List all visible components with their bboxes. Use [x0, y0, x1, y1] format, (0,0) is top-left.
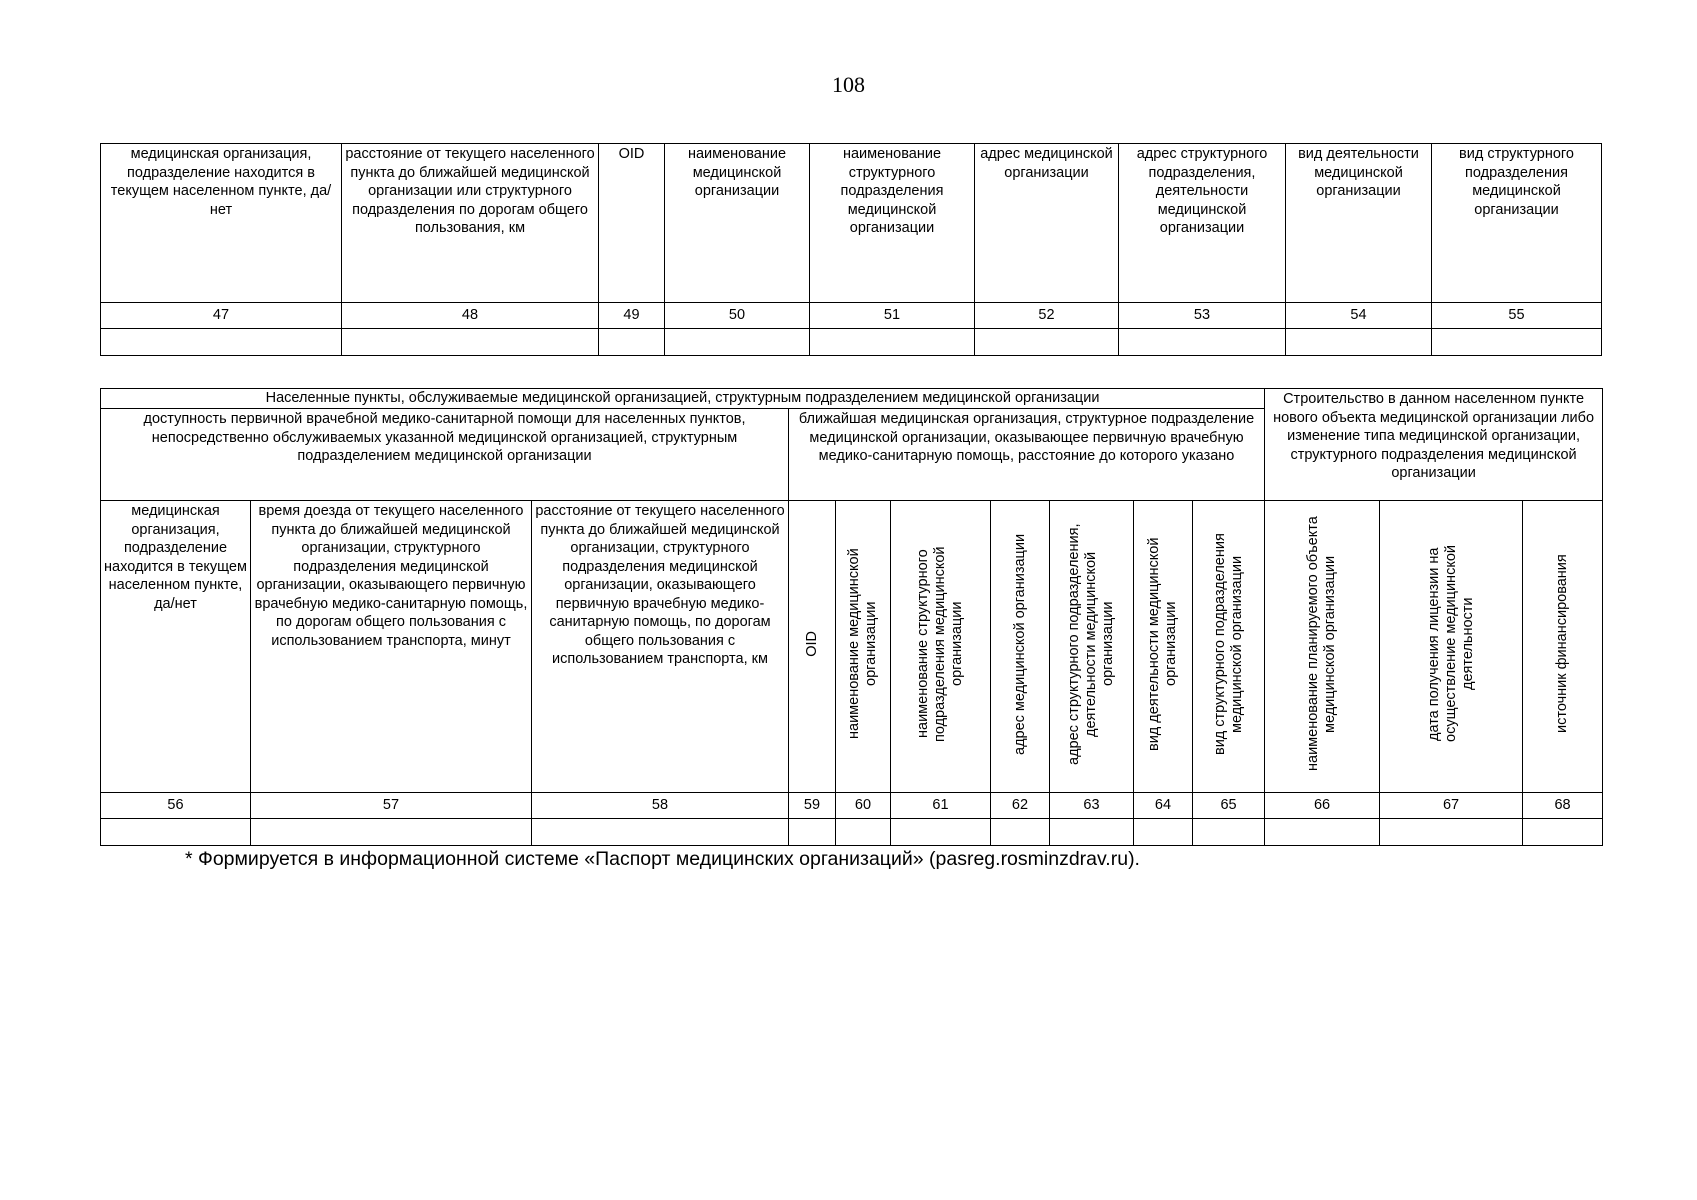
- empty-cell[interactable]: [1432, 329, 1602, 356]
- top-header-row: [101, 144, 1602, 303]
- empty-cell[interactable]: [1286, 329, 1432, 356]
- empty-cell[interactable]: [1193, 819, 1265, 846]
- empty-cell[interactable]: [101, 819, 251, 846]
- page-number: 108: [832, 72, 865, 97]
- empty-cell[interactable]: [1265, 819, 1380, 846]
- nearest-organization-header: ближайшая медицинская организация, структурное подразделение медицинской организации, оказывающее первичную врачебную медико-санитарную помощь, расстояние до которого указано: [789, 409, 1265, 501]
- rotated-header: наименование медицинской организации: [846, 548, 879, 740]
- column-number: 58: [532, 793, 789, 819]
- bottom-table: [100, 388, 1603, 846]
- top-empty-row: [101, 329, 1602, 356]
- column-number: 62: [991, 793, 1050, 819]
- header-cell: [836, 501, 891, 793]
- column-number: 56: [101, 793, 251, 819]
- header-cell: [789, 501, 836, 793]
- column-number: 52: [975, 303, 1119, 329]
- header-cell: расстояние от текущего населенного пункта до ближайшей медицинской организации, структурного подразделения медицинской организации, оказывающего первичную врачебную медико-санитарную помощь, по дорогам общего пользования с использованием транспорта, км: [532, 501, 789, 793]
- empty-cell[interactable]: [665, 329, 810, 356]
- column-number: 65: [1193, 793, 1265, 819]
- empty-cell[interactable]: [532, 819, 789, 846]
- empty-cell[interactable]: [891, 819, 991, 846]
- column-number: 67: [1380, 793, 1523, 819]
- empty-cell[interactable]: [1523, 819, 1603, 846]
- top-number-row: [101, 303, 1602, 329]
- column-number: 50: [665, 303, 810, 329]
- header-cell: вид деятельности медицинской организации: [1286, 144, 1432, 303]
- column-number: 54: [1286, 303, 1432, 329]
- rotated-header: источник финансирования: [1554, 554, 1571, 734]
- empty-cell[interactable]: [342, 329, 599, 356]
- bottom-empty-row: [101, 819, 1603, 846]
- rotated-header: наименование структурного подразделения медицинской организации: [915, 545, 965, 742]
- column-number: 66: [1265, 793, 1380, 819]
- header-cell: адрес медицинской организации: [975, 144, 1119, 303]
- empty-cell[interactable]: [975, 329, 1119, 356]
- bottom-number-row: [101, 793, 1603, 819]
- group-header-row: [101, 389, 1603, 409]
- header-cell: время доезда от текущего населенного пункта до ближайшей медицинской организации, структурного подразделения медицинской организации, оказывающего первичную врачебную медико-санитарную помощь, по дорогам общего пользования с использованием транспорта, минут: [251, 501, 532, 793]
- header-cell: вид структурного подразделения медицинской организации: [1432, 144, 1602, 303]
- header-cell: расстояние от текущего населенного пункта до ближайшей медицинской организации или структурного подразделения по дорогам общего пользования, км: [342, 144, 599, 303]
- construction-header: Строительство в данном населенном пункте нового объекта медицинской организации либо изменение типа медицинской организации, структурного подразделения медицинской организации: [1265, 389, 1603, 501]
- rotated-header: адрес медицинской организации: [1011, 533, 1028, 755]
- column-number: 63: [1050, 793, 1134, 819]
- header-cell: [1380, 501, 1523, 793]
- rotated-header: OID: [803, 630, 820, 657]
- header-cell: [991, 501, 1050, 793]
- empty-cell[interactable]: [1134, 819, 1193, 846]
- column-number: 48: [342, 303, 599, 329]
- empty-cell[interactable]: [991, 819, 1050, 846]
- empty-cell[interactable]: [1119, 329, 1286, 356]
- empty-cell[interactable]: [789, 819, 836, 846]
- column-number: 57: [251, 793, 532, 819]
- header-cell: [1050, 501, 1134, 793]
- empty-cell[interactable]: [251, 819, 532, 846]
- header-cell: адрес структурного подразделения, деятельности медицинской организации: [1119, 144, 1286, 303]
- header-cell: медицинская организация, подразделение находится в текущем населенном пункте, да/нет: [101, 501, 251, 793]
- column-number: 53: [1119, 303, 1286, 329]
- top-table: [100, 143, 1602, 356]
- column-number: 47: [101, 303, 342, 329]
- accessibility-header: доступность первичной врачебной медико-санитарной помощи для населенных пунктов, непосредственно обслуживаемых указанной медицинской организацией, структурным подразделением медицинской организации: [101, 409, 789, 501]
- rotated-header: адрес структурного подразделения, деятельности медицинской организации: [1066, 523, 1116, 765]
- rotated-header: наименование планируемого объекта медицинской организации: [1305, 516, 1339, 772]
- empty-cell[interactable]: [836, 819, 891, 846]
- column-number: 64: [1134, 793, 1193, 819]
- rotated-header: вид структурного подразделения медицинской организации: [1211, 532, 1245, 755]
- empty-cell[interactable]: [1050, 819, 1134, 846]
- column-number: 68: [1523, 793, 1603, 819]
- column-number: 61: [891, 793, 991, 819]
- settlements-group-header: Населенные пункты, обслуживаемые медицинской организацией, структурным подразделением медицинской организации: [101, 389, 1265, 409]
- column-number: 55: [1432, 303, 1602, 329]
- column-number: 60: [836, 793, 891, 819]
- empty-cell[interactable]: [810, 329, 975, 356]
- column-number: 49: [599, 303, 665, 329]
- rotated-header: вид деятельности медицинской организации: [1146, 537, 1179, 751]
- header-cell: [891, 501, 991, 793]
- header-cell: наименование структурного подразделения медицинской организации: [810, 144, 975, 303]
- header-cell: [1134, 501, 1193, 793]
- rotated-header: дата получения лицензии на осуществление медицинской деятельности: [1425, 545, 1476, 743]
- header-cell: OID: [599, 144, 665, 303]
- bottom-header-row: [101, 501, 1603, 793]
- header-cell: медицинская организация, подразделение находится в текущем населенном пункте, да/нет: [101, 144, 342, 303]
- empty-cell[interactable]: [101, 329, 342, 356]
- empty-cell[interactable]: [1380, 819, 1523, 846]
- footnote: * Формируется в информационной системе «Паспорт медицинских организаций» (pasreg.rosminzdrav.ru).: [185, 848, 1140, 870]
- header-cell: наименование медицинской организации: [665, 144, 810, 303]
- column-number: 59: [789, 793, 836, 819]
- header-cell: [1265, 501, 1380, 793]
- header-cell: [1523, 501, 1603, 793]
- header-cell: [1193, 501, 1265, 793]
- column-number: 51: [810, 303, 975, 329]
- empty-cell[interactable]: [599, 329, 665, 356]
